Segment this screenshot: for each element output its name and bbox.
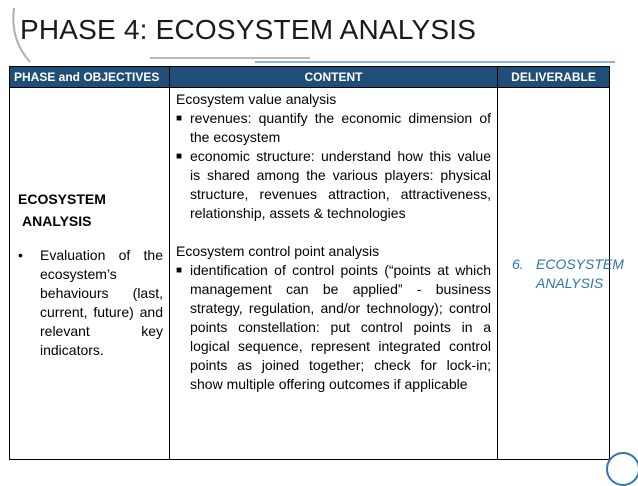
deliverable-cell [498,88,624,460]
deliverable-item [512,255,624,293]
header-phase-objectives: PHASE and OBJECTIVES [10,67,170,88]
slide-title: PHASE 4: ECOSYSTEM ANALYSIS [20,14,477,45]
title-underline-gray [150,57,310,59]
bullet-dot-icon: • [18,246,23,263]
phase-heading [18,188,163,232]
content-section-heading: Ecosystem value analysis [176,91,337,107]
deliverable-number: 6. [512,255,524,272]
deliverable-text: ECOSYSTEM ANALYSIS [536,255,624,291]
square-bullet-icon: ■ [176,151,183,162]
content-item-text: revenues: quantify the economic dimension of the ecosystem [190,110,491,145]
content-list-item [176,109,491,147]
phase-table [9,66,624,460]
content-list-item [176,261,491,394]
section-gap [176,223,491,242]
phase-cell [10,88,170,460]
phase-heading-line1: ECOSYSTEM [18,190,106,207]
phase-objective-text: Evaluation of the ecosystem’s behaviours (last, current, future) and relevant key indicators. [40,246,163,358]
content-cell [170,88,498,460]
square-bullet-icon: ■ [176,113,183,124]
header-deliverable: DELIVERABLE [498,67,610,88]
phase-heading-line2: ANALYSIS [22,212,92,229]
content-item-text: economic structure: understand how this value is shared among the various players: physical structure, revenues attraction, attractiveness, relationship, assets & technologies [190,148,491,221]
phase-objective-item [18,246,163,360]
title-underline-blue [255,61,615,63]
content-item-text: identification of control points (“points at which management can be applied” - business strategy, regulation, and/or technology); control points constellation: put control points in a logical sequence, represent integrated control points as joined together; check for lock-in; show multiple offering outcomes if applicable [190,262,491,392]
corner-decoration [606,452,638,486]
table-header-row [10,67,610,88]
content-section-heading: Ecosystem control point analysis [176,243,380,259]
header-content: CONTENT [170,67,498,88]
table-row [10,88,610,460]
square-bullet-icon: ■ [176,265,183,276]
content-list-item [176,147,491,223]
